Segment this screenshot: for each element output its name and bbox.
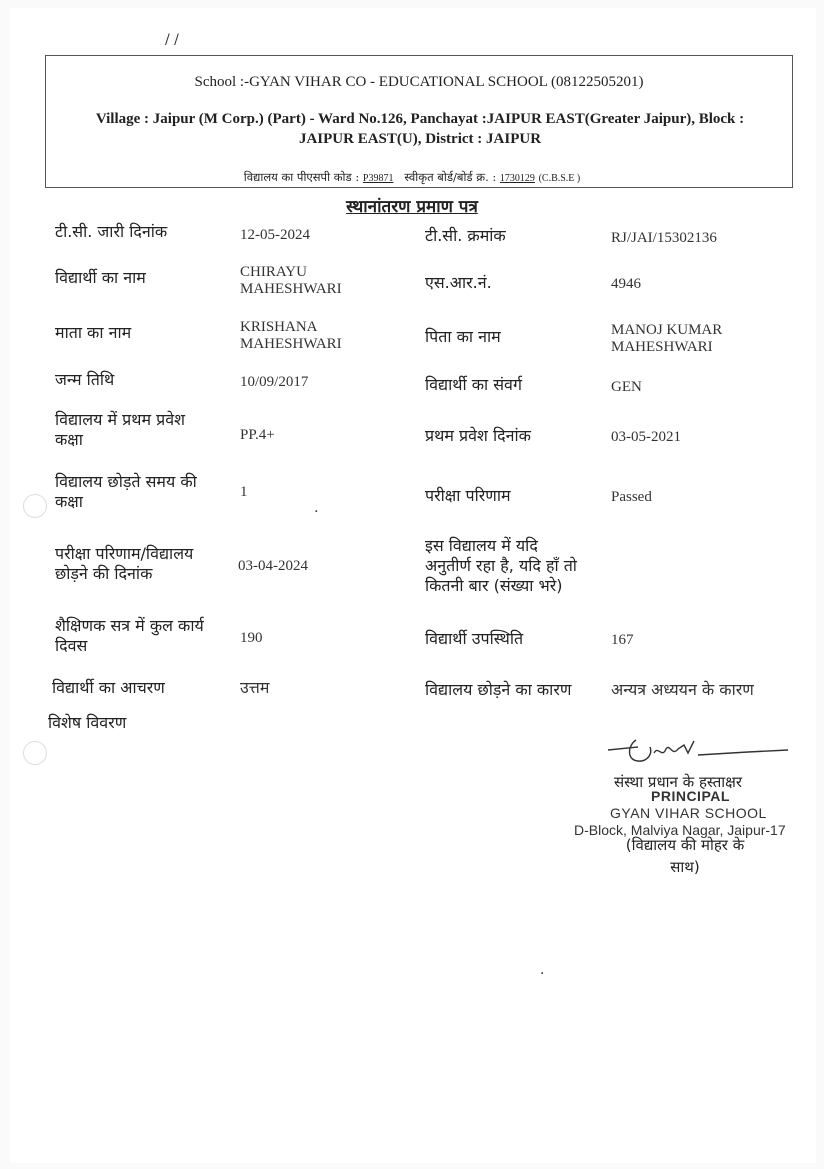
father-name-line-1: MANOJ KUMAR	[611, 322, 723, 338]
failed-label	[425, 536, 577, 596]
mother-name-line-2: MAHESHWARI	[240, 336, 342, 352]
mother-name-label: माता का नाम	[55, 323, 132, 342]
psp-code: P39871	[362, 173, 394, 184]
father-name-label: पिता का नाम	[425, 327, 501, 346]
board-label: स्वीकृत बोर्ड/बोर्ड क्र. :	[404, 170, 497, 184]
scan-mark: / /	[165, 32, 179, 48]
conduct-label: विद्यार्थी का आचरण	[52, 678, 165, 697]
exam-result-label: परीक्षा परिणाम	[425, 486, 511, 505]
result-leaving-date-label	[55, 544, 193, 584]
board-number: 1730129	[499, 173, 535, 184]
failed-label-line-2: अनुतीर्ण रहा है, यदि हाँ तो	[425, 556, 577, 575]
first-class-label-line-2: कक्षा	[55, 430, 83, 449]
first-class-label	[55, 410, 185, 450]
leaving-reason: अन्यत्र अध्ययन के कारण	[611, 680, 754, 699]
mother-name	[240, 319, 342, 353]
leaving-class-label-line-2: कक्षा	[55, 492, 83, 511]
address-line-1: Village : Jaipur (M Corp.) (Part) - Ward No.126, Panchayat :JAIPUR EAST(Greater Jaipur), Block :	[95, 111, 745, 127]
conduct: उत्तम	[240, 678, 270, 697]
tc-issue-date: 12-05-2024	[240, 227, 310, 243]
exam-result: Passed	[611, 489, 652, 505]
first-class-label-line-1: विद्यालय में प्रथम प्रवेश	[55, 410, 185, 429]
tc-number: RJ/JAI/15302136	[611, 230, 717, 246]
school-codes	[0, 170, 824, 185]
certificate-title: स्थानांतरण प्रमाण पत्र	[346, 197, 478, 217]
scan-dot: .	[314, 500, 319, 516]
seal-principal: PRINCIPAL	[651, 788, 730, 804]
student-name-label: विद्यार्थी का नाम	[55, 268, 146, 287]
remarks-label: विशेष विवरण	[48, 713, 127, 732]
attendance-label: विद्यार्थी उपस्थिति	[425, 629, 524, 648]
stamp-note-line-2: साथ)	[670, 858, 700, 876]
seal-address: D-Block, Malviya Nagar, Jaipur-17	[574, 822, 786, 838]
seal-school-name: GYAN VIHAR SCHOOL	[610, 805, 767, 821]
father-name-line-2: MAHESHWARI	[611, 339, 713, 355]
leaving-class-label-line-1: विद्यालय छोड़ते समय की	[55, 472, 197, 491]
principal-signature-label: संस्था प्रधान के हस्ताक्षर	[614, 773, 743, 791]
first-admission-date: 03-05-2021	[611, 429, 681, 445]
working-days-label-line-2: दिवस	[55, 636, 88, 655]
tc-number-label: टी.सी. क्रमांक	[425, 226, 506, 245]
sr-no: 4946	[611, 276, 641, 292]
student-name	[240, 264, 342, 298]
result-leaving-date: 03-04-2024	[238, 558, 308, 574]
first-class: PP.4+	[240, 427, 275, 443]
student-name-line-1: CHIRAYU	[240, 264, 307, 280]
psp-code-label: विद्यालय का पीएसपी कोड :	[243, 170, 360, 184]
address-line-2: JAIPUR EAST(U), District : JAIPUR	[298, 131, 542, 147]
result-leaving-date-label-line-1: परीक्षा परिणाम/विद्यालय	[55, 544, 194, 563]
dob-label: जन्म तिथि	[55, 370, 115, 389]
leaving-class-label	[55, 472, 197, 512]
scan-dot: .	[540, 962, 545, 978]
category: GEN	[611, 379, 642, 395]
category-label: विद्यार्थी का संवर्ग	[425, 375, 522, 394]
school-name: School :-GYAN VIHAR CO - EDUCATIONAL SCHOOL (08122505201)	[194, 74, 644, 90]
stamp-note-line-1: (विद्यालय की मोहर के	[625, 836, 745, 854]
failed-label-line-1: इस विद्यालय में यदि	[425, 536, 538, 555]
school-header-box	[45, 55, 793, 188]
punch-hole	[23, 741, 47, 765]
father-name	[611, 322, 722, 356]
result-leaving-date-label-line-2: छोड़ने की दिनांक	[55, 564, 153, 583]
leaving-class: 1	[240, 484, 248, 500]
tc-issue-date-label: टी.सी. जारी दिनांक	[55, 222, 168, 241]
failed-label-line-3: कितनी बार (संख्या भरे)	[425, 576, 563, 595]
working-days: 190	[240, 630, 263, 646]
school-address	[56, 109, 784, 149]
punch-hole	[23, 494, 47, 518]
attendance: 167	[611, 632, 634, 648]
school-stamp-note	[610, 834, 760, 878]
mother-name-line-1: KRISHANA	[240, 319, 318, 335]
working-days-label-line-1: शैक्षिणक सत्र में कुल कार्य	[55, 616, 204, 635]
first-admission-date-label: प्रथम प्रवेश दिनांक	[425, 426, 531, 445]
sr-no-label: एस.आर.नं.	[425, 273, 492, 292]
dob: 10/09/2017	[240, 374, 309, 390]
board-name: (C.B.S.E )	[538, 173, 581, 184]
student-name-line-2: MAHESHWARI	[240, 281, 342, 297]
leaving-reason-label: विद्यालय छोड़ने का कारण	[425, 680, 572, 699]
signature-scribble	[598, 735, 798, 775]
working-days-label	[55, 616, 204, 656]
